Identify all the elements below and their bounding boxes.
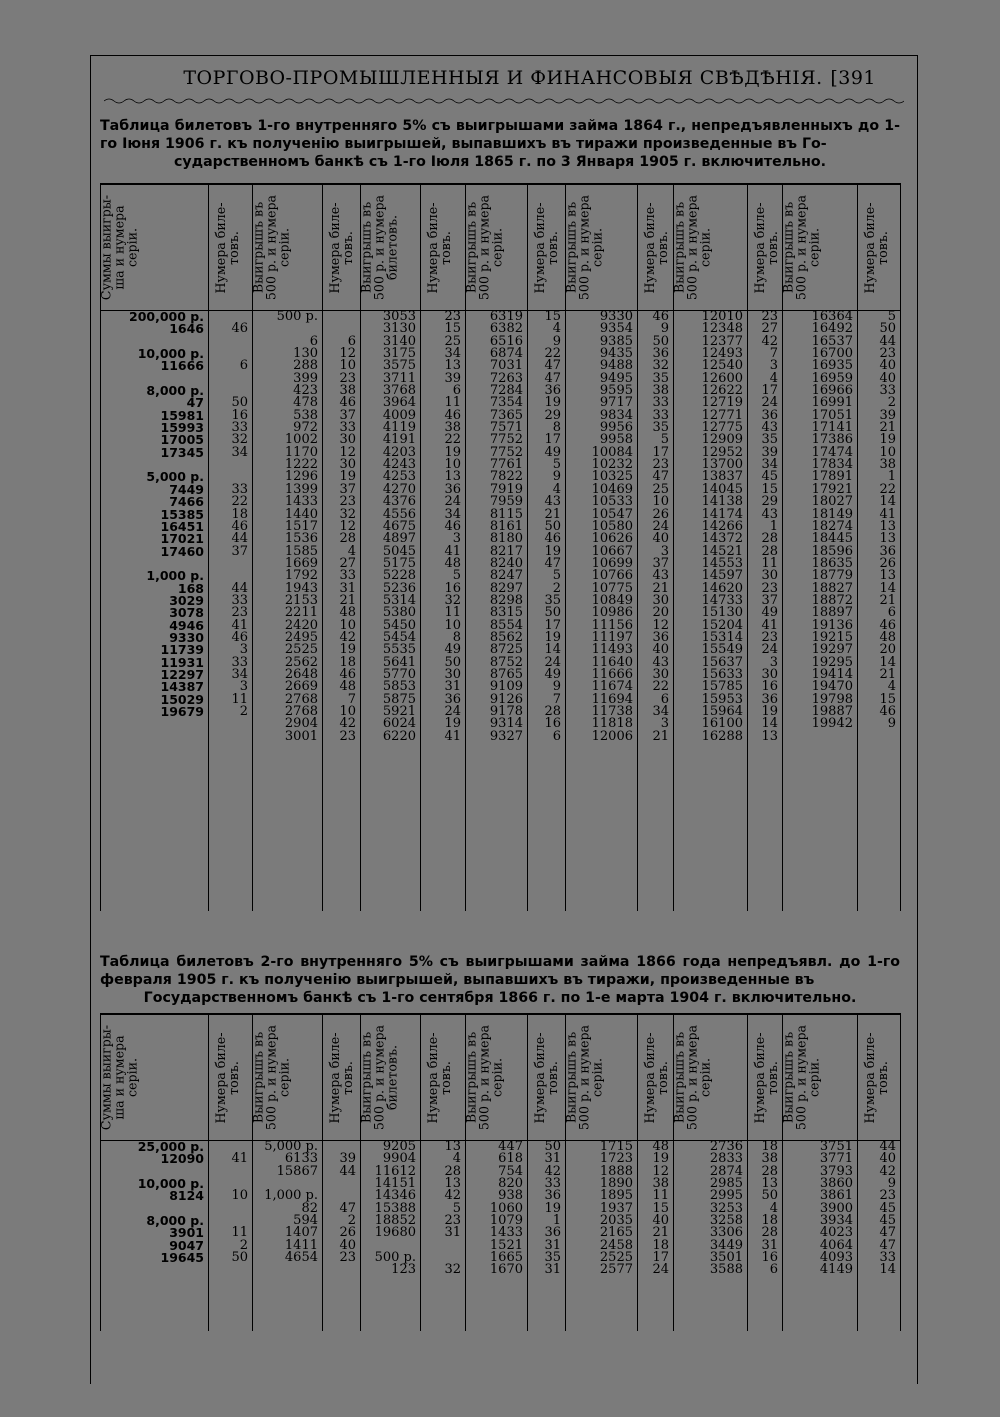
- t2-header-cell: [748, 1014, 783, 1141]
- t1-column-values: 5 50 44 23 40 40 33 2 39 21 19 10 38 1 22 14 41 13 13 36 26 13 14 21 6 46 48 20 14 21 4 15 46 9: [879, 309, 896, 732]
- t1-column-values: 12010 12348 12377 12493 12540 12600 12622 12719 12771 12775 12909 12952 13700 13837 14045 14138 14174 14266 14372 14521 14553 14597 14620 14733 15130 15204 15314 15549 15637 15633 15785 15953 15964 16100 16288: [701, 309, 743, 744]
- t2-header-text: Нумера биле- товъ.: [862, 1032, 890, 1123]
- t2-column-values: 18 38 28 13 50 4 18 28 31 16 6: [761, 1139, 778, 1278]
- t2-column: [253, 1141, 323, 1332]
- t1-header-cell: [421, 184, 466, 311]
- t1-header-text: Нумера биле- товъ.: [532, 202, 560, 293]
- t2-header-cell: [209, 1014, 253, 1141]
- t1-column: [361, 311, 421, 912]
- page-number: [391: [830, 67, 876, 89]
- t1-column: [674, 311, 748, 912]
- t2-column: [638, 1141, 674, 1332]
- t1-column-values: 23 27 42 7 3 4 17 24 36 43 35 39 34 45 15 29 43 1 28 28 11 30 23 37 49 41 23 24 3 30 16 36 19 14 13: [761, 309, 778, 744]
- t1-header-text: Выигрышъ въ 500 р. и нумера серіи.: [563, 194, 605, 301]
- t1-column-values: 500 р. 6 130 288 399 423 478 538 972 1002 1170 1222 1296 1399 1433 1440 1517 1536 1585 1669 1792 1943 2153 2211 2420 2495 2525 2562 2648 2669 2768 2768 2904 3001: [276, 309, 318, 744]
- t1-header-text: Суммы выигры- ша и нумера серіи.: [98, 194, 140, 301]
- t2-column: [466, 1141, 528, 1332]
- running-header: [90, 67, 916, 89]
- t1-header-text: Нумера биле- товъ.: [213, 202, 241, 293]
- t2-header-cell: [780, 1014, 858, 1141]
- t1-header-cell: [98, 184, 209, 311]
- t2-column: [748, 1141, 783, 1332]
- t1-header-text: Нумера биле- товъ.: [327, 202, 355, 293]
- t1-header-cell: [638, 184, 674, 311]
- t1-header-text: Выигрышъ въ 500 р. и нумера билетовъ.: [358, 194, 400, 301]
- t2-column: [323, 1141, 361, 1332]
- t2-header-cell: [463, 1014, 528, 1141]
- t1-header-cell: [858, 184, 901, 311]
- t1-column-values: 15 4 9 22 47 47 36 19 29 8 17 49 5 9 4 43 21 50 46 19 47 5 2 35 50 17 19 14 24 49 9 7 28 16 6: [544, 309, 561, 744]
- t1-column: [421, 311, 466, 912]
- t1-column-values: 6319 6382 6516 6874 7031 7263 7284 7354 7365 7571 7752 7752 7761 7822 7919 7959 8115 8161 8180 8217 8240 8247 8297 8298 8315 8554 8562 8725 8752 8765 9109 9126 9178 9314 9327: [489, 309, 523, 744]
- t1-column-values: 200,000 р. 1646 10,000 р. 11666 8,000 р. 47 15981 15993 17005 17345 5,000 р. 7449 7466 15385 16451 17021 17460 1,000 р. 168 3029 3078 4946 9330 11739 11931 12297 14387 15029 19679: [129, 309, 204, 719]
- t1-column: [466, 311, 528, 912]
- t1-column: [638, 311, 674, 912]
- t2-column: [783, 1141, 858, 1332]
- page: [90, 55, 918, 1385]
- table2-title: [100, 953, 900, 1007]
- table1-body-row: [101, 311, 901, 912]
- t2-column: [674, 1141, 748, 1332]
- t1-column: [748, 311, 783, 912]
- table2-header-row: [101, 1014, 901, 1141]
- t1-header-text: Нумера биле- товъ.: [752, 202, 780, 293]
- t2-header-text: Нумера биле- товъ.: [532, 1032, 560, 1123]
- t1-header-text: Нумера биле- товъ.: [862, 202, 890, 293]
- t2-header-text: Суммы выигры- ша и нумера серіи.: [98, 1024, 140, 1131]
- t2-column-values: 3751 3771 3793 3860 3861 3900 3934 4023 4064 4093 4149: [819, 1139, 853, 1278]
- t2-column-values: 447 618 754 820 938 1060 1079 1433 1521 1665 1670: [489, 1139, 523, 1278]
- t1-header-cell: [528, 184, 566, 311]
- t1-column: [783, 311, 858, 912]
- t1-header-text: Выигрышъ въ 500 р. и нумера серіи.: [250, 194, 292, 301]
- table1-title-end: сударственномъ банкѣ съ 1-го Іюля 1865 г. по 3 Января 1905 г. включительно.: [173, 154, 827, 170]
- table1: [100, 183, 901, 911]
- t2-header-cell: [563, 1014, 638, 1141]
- t2-column: [858, 1141, 901, 1332]
- t2-column: [361, 1141, 421, 1332]
- t2-header-cell: [858, 1014, 901, 1141]
- t1-header-cell: [780, 184, 858, 311]
- t1-column-values: 46 9 50 36 32 35 38 33 33 35 5 17 23 47 25 10 26 24 40 3 37 43 21 30 20 12 36 40 43 30 22 6 34 3 21: [652, 309, 669, 744]
- t2-column-values: 44 40 42 9 23 45 45 47 47 33 14: [879, 1139, 896, 1278]
- t2-header-cell: [323, 1014, 361, 1141]
- t2-header-text: Выигрышъ въ 500 р. и нумера серіи.: [250, 1024, 292, 1131]
- t2-column-values: 1715 1723 1888 1890 1895 1937 2035 2165 2458 2525 2577: [599, 1139, 633, 1278]
- t2-header-cell: [250, 1014, 323, 1141]
- t2-header-cell: [671, 1014, 748, 1141]
- table1-title: [100, 117, 900, 171]
- t2-header-text: Нумера биле- товъ.: [213, 1032, 241, 1123]
- t2-header-cell: [421, 1014, 466, 1141]
- t1-column-values: 46 6 50 16 33 32 34 33 22 18 46 44 37 44 33 23 41 46 3 33 34 3 11 2: [231, 321, 248, 719]
- t2-header-text: Нумера биле- товъ.: [752, 1032, 780, 1123]
- t2-column-values: 2736 2833 2874 2985 2995 3253 3258 3306 3449 3501 3588: [709, 1139, 743, 1278]
- t2-column-values: 50 31 42 33 36 19 1 36 31 35 31: [544, 1139, 561, 1278]
- t1-header-text: Нумера биле- товъ.: [642, 202, 670, 293]
- running-title: ТОРГОВО-ПРОМЫШЛЕННЫЯ И ФИНАНСОВЫЯ СВѢДѢНІЯ.: [183, 67, 823, 89]
- t1-column-values: 9330 9354 9385 9435 9488 9495 9595 9717 9834 9956 9958 10084 10232 10325 10469 10533 10547 10580 10626 10667 10699 10766 10775 10849 10986 11156 11197 11493 11640 11666 11674 11694 11738 11818 12006: [591, 309, 633, 744]
- table1-title-main: Таблица билетовъ 1-го внутренняго 5% съ выигрышами займа 1864 г., непредъявленныхъ до 1-го Іюня 1906 г. къ полученію выигрышей, выпавшихъ въ тиражи произведенные въ Го-: [100, 118, 900, 152]
- t1-header-text: Выигрышъ въ 500 р. и нумера серіи.: [463, 194, 505, 301]
- t2-column-values: 48 19 12 38 11 15 40 21 18 17 24: [652, 1139, 669, 1278]
- table2: [100, 1013, 901, 1331]
- t1-column-values: 6 12 10 23 38 46 37 33 30 12 30 19 37 23 32 12 28 4 27 33 31 21 48 10 42 19 18 46 48 7 10 42 23: [339, 333, 356, 744]
- t2-header-cell: [638, 1014, 674, 1141]
- t2-column-values: 13 4 28 13 42 5 23 31 32: [444, 1139, 461, 1278]
- t2-header-text: Нумера биле- товъ.: [425, 1032, 453, 1123]
- table2-title-main: Таблица билетовъ 2-го внутренняго 5% съ выигрышами займа 1866 года непредъявл. до 1-го февраля 1905 г. къ полученію выигрышей, выпавшихъ въ тиражи, произведенные въ: [100, 954, 900, 988]
- t2-column-values: 39 44 47 2 26 40 23: [339, 1151, 356, 1266]
- table2-body-row: [101, 1141, 901, 1332]
- t2-column: [566, 1141, 638, 1332]
- t2-column: [101, 1141, 209, 1332]
- t1-column-values: 3053 3130 3140 3175 3575 3711 3768 3964 4009 4119 4191 4203 4243 4253 4270 4376 4556 4675 4897 5045 5175 5228 5236 5314 5380 5450 5454 5535 5641 5770 5853 5875 5921 6024 6220: [382, 309, 416, 744]
- t2-header-text: Нумера биле- товъ.: [327, 1032, 355, 1123]
- t1-header-cell: [748, 184, 783, 311]
- t2-header-text: Нумера биле- товъ.: [642, 1032, 670, 1123]
- t1-column: [253, 311, 323, 912]
- t2-header-text: Выигрышъ въ 500 р. и нумера серіи.: [563, 1024, 605, 1131]
- t1-column: [101, 311, 209, 912]
- t2-column-values: 5,000 р. 6133 15867 1,000 р. 82 594 1407 1411 4654: [264, 1139, 318, 1266]
- t1-header-cell: [463, 184, 528, 311]
- t1-header-text: Выигрышъ въ 500 р. и нумера серіи.: [780, 194, 822, 301]
- t2-header-text: Выигрышъ въ 500 р. и нумера билетовъ.: [358, 1024, 400, 1131]
- t1-column: [209, 311, 253, 912]
- t1-header-text: Выигрышъ въ 500 р. и нумера серіи.: [671, 194, 713, 301]
- t2-column: [209, 1141, 253, 1332]
- t2-header-text: Выигрышъ въ 500 р. и нумера серіи.: [671, 1024, 713, 1131]
- t1-header-cell: [563, 184, 638, 311]
- wavy-rule: [104, 97, 904, 105]
- t1-header-cell: [671, 184, 748, 311]
- t2-column: [421, 1141, 466, 1332]
- t2-header-text: Выигрышъ въ 500 р. и нумера серіи.: [780, 1024, 822, 1131]
- table2-title-end: Государственномъ банкѣ съ 1-го сентября 1866 г. по 1-е марта 1904 г. включительно.: [143, 990, 857, 1006]
- t1-column: [566, 311, 638, 912]
- t1-header-cell: [250, 184, 323, 311]
- t1-header-cell: [358, 184, 421, 311]
- t1-header-cell: [209, 184, 253, 311]
- t1-column-values: 23 15 25 34 13 39 6 11 46 38 22 19 10 13 36 24 34 46 3 41 48 5 16 32 11 10 8 49 50 30 31 36 24 19 41: [444, 309, 461, 744]
- t2-header-cell: [528, 1014, 566, 1141]
- t1-column: [323, 311, 361, 912]
- t2-column-values: 9205 9904 11612 14151 14346 15388 18852 19680 500 р. 123: [374, 1139, 416, 1278]
- t1-header-text: Нумера биле- товъ.: [425, 202, 453, 293]
- table1-header-row: [101, 184, 901, 311]
- t2-column-values: 25,000 р. 12090 10,000 р. 8124 8,000 р. 3901 9047 19645: [137, 1139, 204, 1266]
- t1-column-values: 16364 16492 16537 16700 16935 16959 16966 16991 17051 17141 17386 17474 17834 17891 17921 18027 18149 18274 18445 18596 18635 18779 18827 18872 18897 19136 19215 19297 19295 19414 19470 19798 19887 19942: [811, 309, 853, 732]
- t2-header-cell: [358, 1014, 421, 1141]
- t1-column: [858, 311, 901, 912]
- t2-header-cell: [98, 1014, 209, 1141]
- t2-header-text: Выигрышъ въ 500 р. и нумера серіи.: [463, 1024, 505, 1131]
- t2-column: [528, 1141, 566, 1332]
- t2-column-values: 41 10 11 2 50: [231, 1151, 248, 1266]
- t1-column: [528, 311, 566, 912]
- t1-header-cell: [323, 184, 361, 311]
